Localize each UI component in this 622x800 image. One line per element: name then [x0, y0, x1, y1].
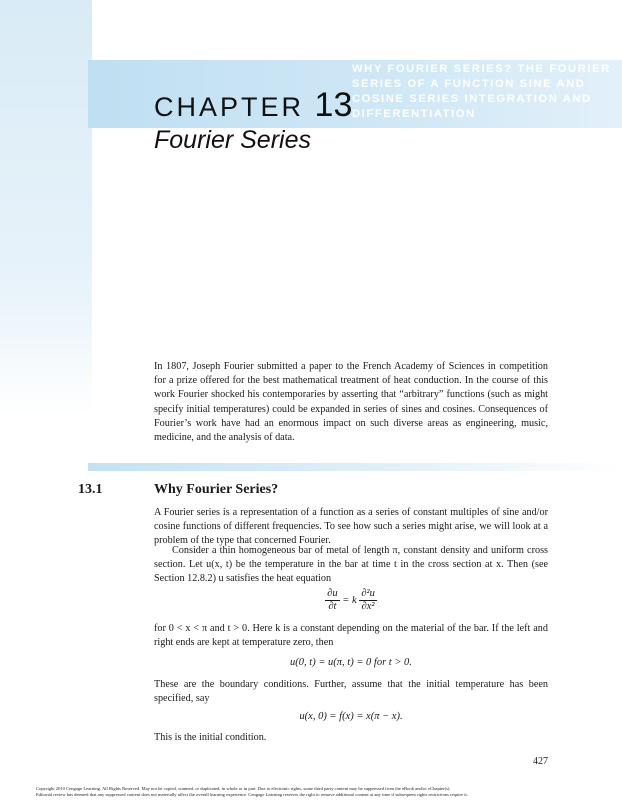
toc-line: DIFFERENTIATION	[352, 108, 476, 120]
toc-line: COSINE SERIES INTEGRATION AND	[352, 93, 592, 105]
chapter-label	[154, 86, 352, 125]
paragraph: These are the boundary conditions. Further, assume that the initial temperature has been specified, say	[154, 679, 548, 705]
chapter-number: 13	[314, 86, 353, 124]
chapter-contents	[352, 62, 610, 122]
heat-equation	[154, 588, 548, 613]
paragraph: This is the initial condition.	[154, 732, 267, 743]
paragraph: Consider a thin homogeneous bar of metal of length π, constant density and uniform cross section. Let u(x, t) be the temperature in the bar at time t in the cross section at x. Then (see Section 12.8.2) u satisfies the heat equation	[154, 545, 548, 585]
equals-k: = k	[342, 594, 357, 606]
intro-paragraph: In 1807, Joseph Fourier submitted a paper to the French Academy of Sciences in competition for a prize offered for the best mathematical treatment of heat conduction. In the course of this work Fourier shocked his contemporaries by asserting that “arbitrary” functions (such as might specify initial temperatures) could be expanded in series of sines and cosines. Consequences of Fourier’s work have had an enormous impact on such diverse areas as engineering, music, medicine, and the analysis of data.	[154, 361, 548, 444]
paragraph: A Fourier series is a representation of a function as a series of constant multiples of sine and/or cosine functions of different frequencies. To see how such a series might arise, we will look at a problem of the type that concerned Fourier.	[154, 507, 548, 547]
toc-line: WHY FOURIER SERIES? THE FOURIER	[352, 63, 611, 75]
page-number: 427	[533, 756, 548, 767]
chapter-title: Fourier Series	[154, 126, 311, 154]
section-divider-band	[88, 463, 622, 471]
section-title: Why Fourier Series?	[154, 482, 279, 497]
fraction: $\frac{\partial u}{\partial t}$	[327, 588, 338, 612]
copyright-notice	[36, 786, 596, 798]
initial-condition: u(x, 0) = f(x) = x(π − x).	[299, 711, 403, 722]
copyright-line: Editorial review has deemed that any suppressed content does not materially affect the overall learning experience. Cengage Learning reserves the right to remove additional content at any time if subsequent rights restrictions require it.	[36, 792, 468, 797]
decorative-side-band	[0, 0, 92, 415]
chapter-word: CHAPTER	[154, 92, 305, 122]
fraction: $\frac{\text{∂²u}}{\text{∂x²}}$	[361, 588, 375, 612]
section-number: 13.1	[78, 482, 103, 497]
copyright-line: Copyright 2010 Cengage Learning. All Rights Reserved. May not be copied, scanned, or duplicated, in whole or in part. Due to electronic rights, some third party content may be suppressed from the eBook and/or eChapter(s).	[36, 786, 451, 791]
paragraph: for 0 < x < π and t > 0. Here k is a constant depending on the material of the bar. If the left and right ends are kept at temperature zero, then	[154, 623, 548, 649]
boundary-conditions: u(0, t) = u(π, t) = 0 for t > 0.	[290, 657, 412, 668]
toc-line: SERIES OF A FUNCTION SINE AND	[352, 78, 586, 90]
